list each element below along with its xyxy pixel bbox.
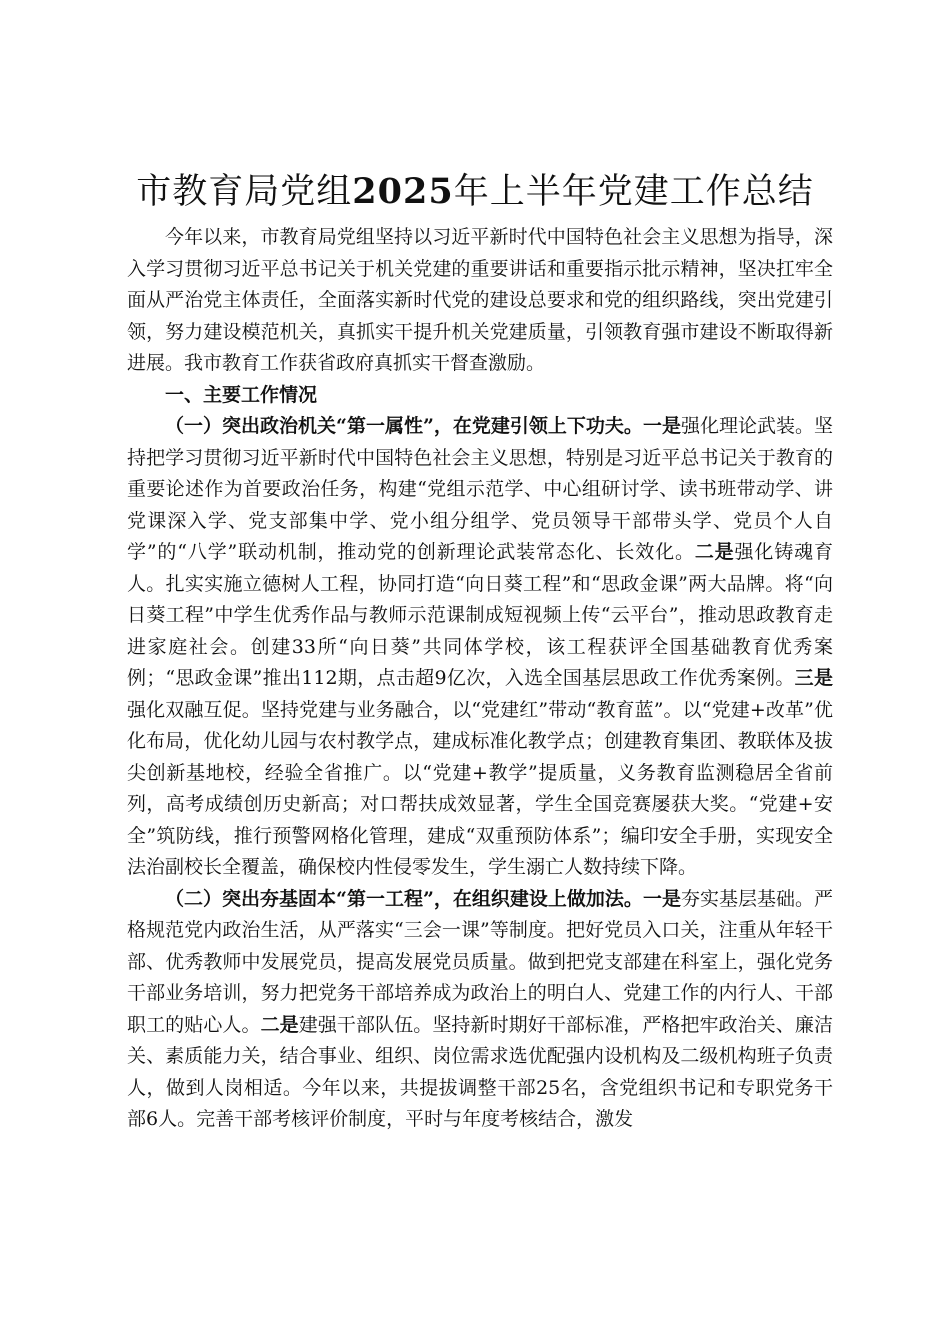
document-body [127,222,833,1136]
intro-paragraph: 今年以来，市教育局党组坚持以习近平新时代中国特色社会主义思想为指导，深入学习贯彻习近平总书记关于机关党建的重要讲话和重要指示批示精神，坚决扛牢全面从严治党主体责任，全面落实新时代党的建设总要求和党的组织路线，突出党建引领，努力建设模范机关，真抓实干提升机关党建质量，引领教育强市建设不断取得新进展。我市教育工作获省政府真抓实干督查激励。 [127,226,833,374]
paragraph-lead: （一）突出政治机关“第一属性”，在党建引领上下功夫。 [165,415,643,437]
point-text: 夯实基层基础。严格规范党内政治生活，从严落实“三会一课”等制度。把好党员入口关，注重从年轻干部、优秀教师中发展党员，提高发展党员质量。做到把党支部建在科室上，强化党务干部业务培训，努力把党务干部培养成为政治上的明白人、党建工作的内行人、干部职工的贴心人。 [127,887,833,1036]
point-marker: 三是 [794,667,833,689]
point-marker: 一是 [642,415,681,437]
point-marker: 一是 [642,887,681,910]
title-year: 2025 [352,171,454,212]
document-title [100,168,850,216]
title-prefix: 市教育局党组 [136,172,353,212]
paragraph-lead: （二）突出夯基固本“第一工程”，在组织建设上做加法。 [165,887,643,910]
point-marker: 二是 [260,1013,299,1036]
paragraph-political-organ [127,411,833,884]
point-marker: 二是 [694,541,735,563]
title-suffix: 年上半年党建工作总结 [453,172,814,212]
point-text: 建强干部队伍。坚持新时期好干部标准，严格把牢政治关、廉洁关、素质能力关，结合事业、组织、岗位需求选优配强内设机构及二级机构班子负责人，做到人岗相适。今年以来，共提拔调整干部25名，含党组织书记和专职党务干部6人。完善干部考核评价制度，平时与年度考核结合，激发 [127,1013,833,1130]
section-heading-main-work: 一、主要工作情况 [165,383,318,406]
point-text: 强化铸魂育人。扎实实施立德树人工程，协同打造“向日葵工程”和“思政金课”两大品牌。将“向日葵工程”中学生优秀作品与教师示范课制成短视频上传“云平台”，推动思政教育走进家庭社会。创建33所“向日葵”共同体学校，该工程获评全国基础教育优秀案例；“思政金课”推出112期，点击超9亿次，入选全国基层思政工作优秀案例。 [127,541,833,689]
point-text: 强化双融互促。坚持党建与业务融合，以“党建红”带动“教育蓝”。以“党建+改革”优化布局，优化幼儿园与农村教学点，建成标准化教学点；创建教育集团、教联体及拔尖创新基地校，经验全省推广。以“党建+教学”提质量，义务教育监测稳居全省前列，高考成绩创历史新高；对口帮扶成效显著，学生全国竞赛屡获大奖。“党建+安全”筑防线，推行预警网格化管理，建成“双重预防体系”；编印安全手册，实现安全法治副校长全覆盖，确保校内性侵零发生，学生溺亡人数持续下降。 [127,698,833,878]
point-text: 强化理论武装。坚持把学习贯彻习近平新时代中国特色社会主义思想，特别是习近平总书记关于教育的重要论述作为首要政治任务，构建“党组示范学、中心组研讨学、读书班带动学、讲党课深入学、党支部集中学、党小组分组学、党员领导干部带头学、党员个人自学”的“八学”联动机制，推动党的创新理论武装常态化、长效化。 [127,415,833,563]
paragraph-organization-building [127,884,833,1136]
